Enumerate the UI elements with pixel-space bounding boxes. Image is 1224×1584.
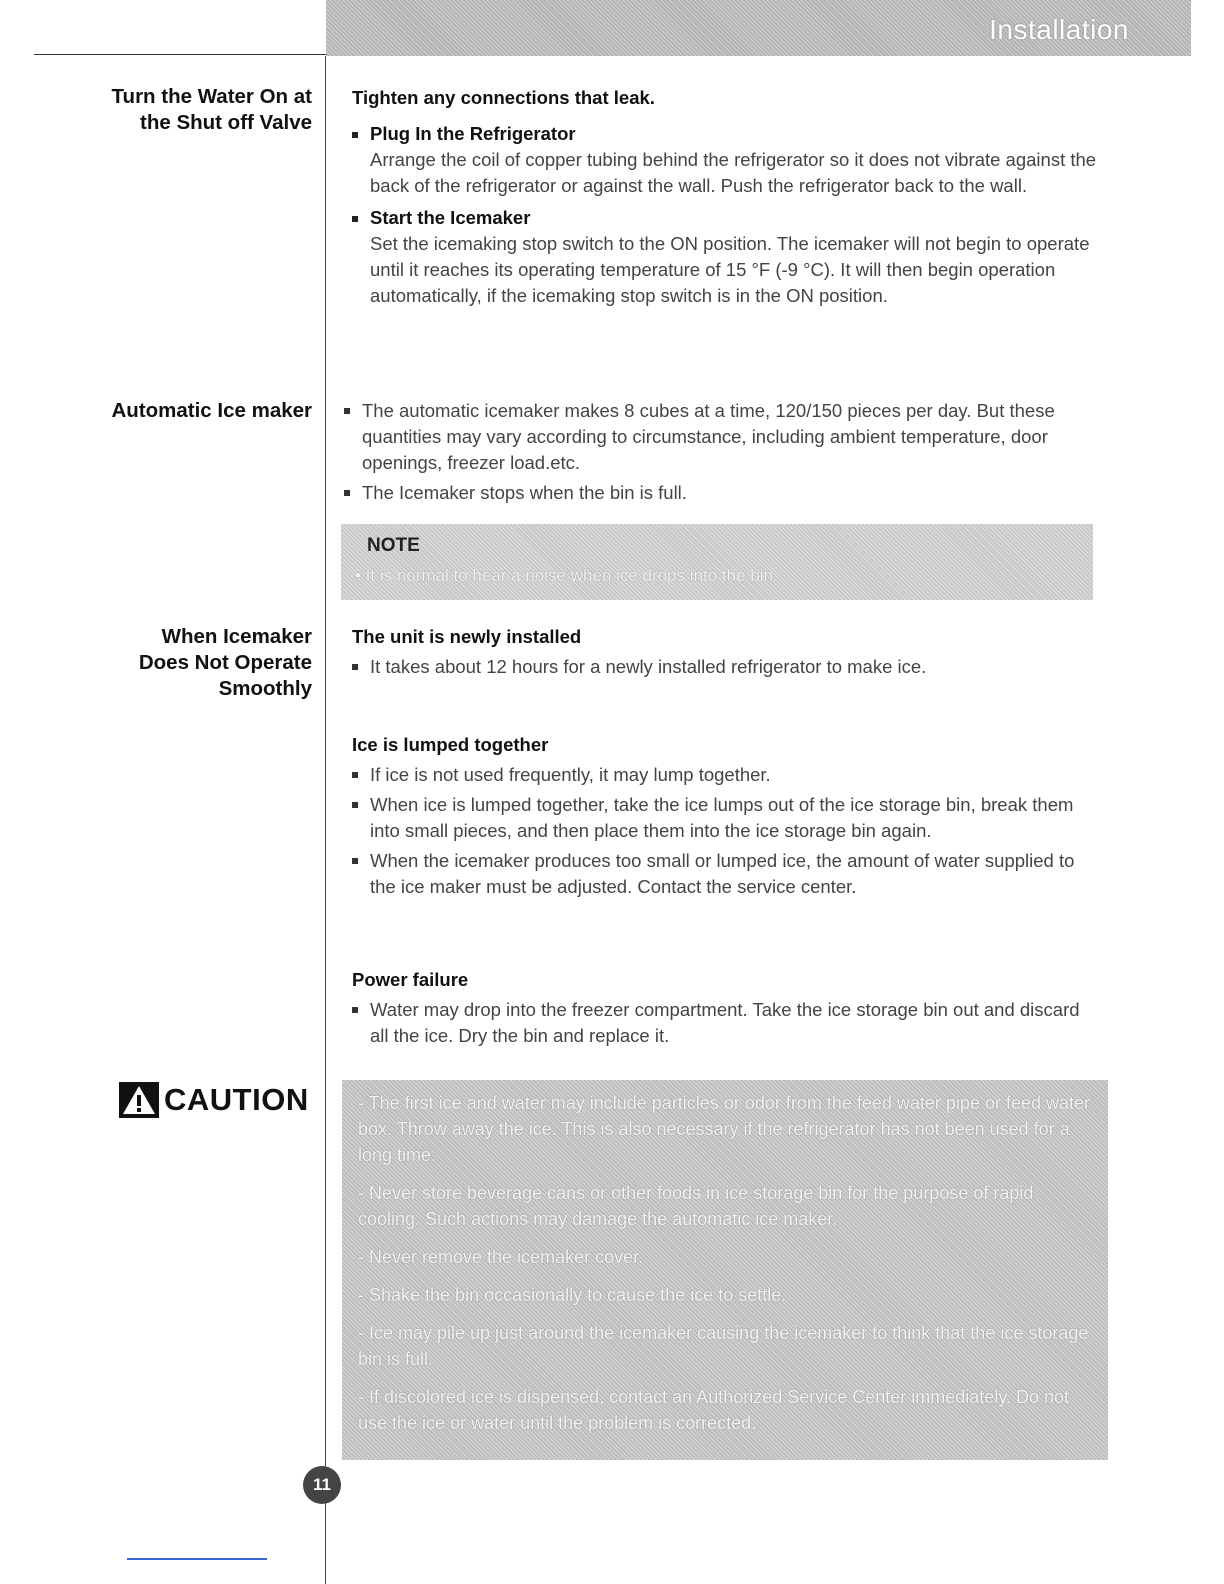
list-item: Water may drop into the freezer compartment. Take the ice storage bin out and discard all the ice. Dry the bin and replace it. [352, 997, 1102, 1049]
list-item: It takes about 12 hours for a newly installed refrigerator to make ice. [352, 654, 1102, 680]
subsection-power-failure [352, 967, 1102, 1053]
caution-paragraph: - Never store beverage cans or other foods in ice storage bin for the purpose of rapid cooling. Such actions may damage the automatic ice maker. [358, 1183, 1034, 1229]
subsection-title: Power failure [352, 969, 469, 990]
section-title: Installation [989, 14, 1129, 45]
step-title: Start the Icemaker [370, 207, 531, 228]
note-title: NOTE [367, 535, 420, 556]
caution-paragraph: - Never remove the icemaker cover. [358, 1247, 644, 1267]
heading-icemaker-not-operating: When Icemaker Does Not Operate Smoothly [138, 625, 312, 700]
header-bar [326, 0, 1191, 56]
subsection-newly-installed [352, 624, 1102, 684]
note-box [341, 524, 1093, 600]
caution-heading [119, 1082, 309, 1118]
subsection-title: The unit is newly installed [352, 626, 582, 647]
subsection-title: Ice is lumped together [352, 734, 549, 755]
list-item: When the icemaker produces too small or lumped ice, the amount of water supplied to the ice maker must be adjusted. Contact the service center. [352, 848, 1102, 900]
section-automatic-ice-maker [344, 398, 1094, 510]
caution-paragraph: - Ice may pile up just around the icemaker causing the icemaker to think that the ice storage bin is full. [358, 1323, 1089, 1369]
list-item: When ice is lumped together, take the ice lumps out of the ice storage bin, break them into small pieces, and then place them into the ice storage bin again. [352, 792, 1102, 844]
caution-paragraph: - Shake the bin occasionally to cause the ice to settle. [358, 1285, 787, 1305]
heading-automatic-ice-maker: Automatic Ice maker [111, 399, 312, 422]
heading-turn-water-on: Turn the Water On at the Shut off Valve [111, 85, 312, 134]
caution-paragraph: - If discolored ice is dispensed, contact an Authorized Service Center immediately. Do not use the ice or water until the problem is corrected. [358, 1387, 1070, 1433]
note-text: • It is normal to hear a noise when ice drops into the bin. [355, 566, 778, 585]
subsection-ice-lumped [352, 732, 1102, 904]
step-plug-in [352, 121, 1102, 199]
step-title: Plug In the Refrigerator [370, 123, 576, 144]
intro-text: Tighten any connections that leak. [352, 87, 655, 108]
footer-link-line [127, 1558, 267, 1560]
caution-paragraph: - The first ice and water may include particles or odor from the feed water pipe or feed water box. Throw away the ice. This is also necessary if the refrigerator has not been used for a long time. [358, 1093, 1091, 1165]
list-item: The Icemaker stops when the bin is full. [344, 480, 1094, 506]
list-item: The automatic icemaker makes 8 cubes at a time, 120/150 pieces per day. But these quantities may vary according to circumstance, including ambient temperature, door openings, freezer load.etc. [344, 398, 1094, 476]
section-turn-water-on [352, 85, 1102, 309]
bullet [352, 216, 358, 222]
page-number: 11 [303, 1466, 341, 1504]
warning-icon [119, 1082, 159, 1118]
step-start-icemaker [352, 205, 1102, 309]
step-body: Arrange the coil of copper tubing behind the refrigerator so it does not vibrate against the back of the refrigerator or against the wall. Push the refrigerator back to the wall. [370, 149, 1097, 196]
header-rule [34, 54, 326, 55]
step-body: Set the icemaking stop switch to the ON position. The icemaker will not begin to operate until it reaches its operating temperature of 15 °F (-9 °C). It will then begin operation automatically, if the icemaking stop switch is in the ON position. [370, 233, 1090, 306]
column-divider [325, 56, 326, 1584]
caution-label: CAUTION [164, 1082, 309, 1117]
list-item: If ice is not used frequently, it may lump together. [352, 762, 1102, 788]
caution-box [342, 1080, 1108, 1460]
bullet [352, 132, 358, 138]
